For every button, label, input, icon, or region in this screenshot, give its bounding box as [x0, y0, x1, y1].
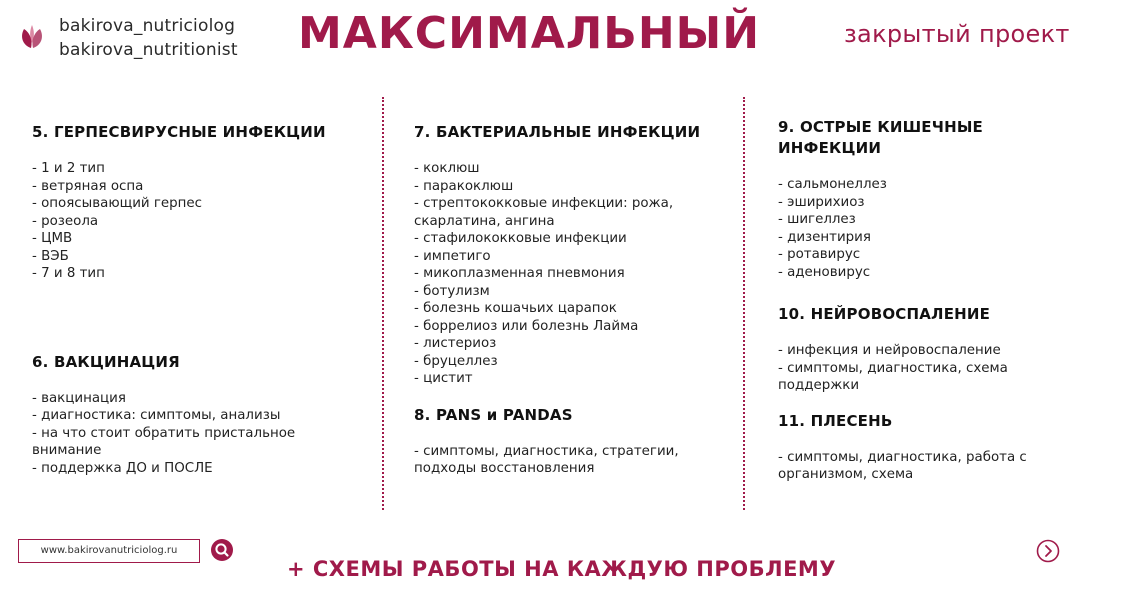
list-item: - симптомы, диагностика, стратегии, подходы восстановления — [414, 443, 679, 476]
list-item: - симптомы, диагностика, работа с организмом, схема — [778, 449, 1027, 482]
list-item: - ЦМВ — [32, 231, 73, 246]
section-heading: 5. ГЕРПЕСВИРУСНЫЕ ИНФЕКЦИИ — [32, 123, 326, 141]
section-items — [414, 443, 694, 478]
section-items — [778, 176, 1098, 281]
list-item: - цистит — [414, 371, 473, 386]
page-title: МАКСИМАЛЬНЫЙ — [298, 8, 761, 59]
list-item: - вакцинация — [32, 390, 126, 406]
list-item: - ветряная оспа — [32, 178, 144, 194]
list-item: - паракоклюш — [414, 178, 514, 194]
section-items — [32, 390, 322, 478]
list-item: - инфекция и нейровоспаление — [778, 343, 1001, 358]
section-mold — [778, 411, 1098, 484]
section-pans-pandas — [414, 405, 714, 478]
section-items — [32, 160, 352, 283]
section-heading: 6. ВАКЦИНАЦИЯ — [32, 352, 180, 371]
list-item: - сальмонеллез — [778, 177, 887, 192]
section-items — [414, 160, 694, 388]
list-item: - 1 и 2 тип — [32, 161, 105, 176]
list-item: - поддержка ДО и ПОСЛЕ — [32, 460, 213, 476]
list-item: - шигеллез — [778, 212, 856, 227]
website-link[interactable]: www.bakirovanutriciolog.ru — [18, 539, 200, 563]
list-item: - ботулизм — [414, 283, 490, 299]
list-item: - ВЭБ — [32, 248, 69, 264]
list-item: - эширихиоз — [778, 194, 865, 210]
list-item: - симптомы, диагностика, схема поддержки — [778, 360, 1008, 393]
handle-ru[interactable]: bakirova_nutriciolog — [59, 16, 236, 36]
section-heading: 10. НЕЙРОВОСПАЛЕНИЕ — [778, 305, 991, 323]
column-2 — [414, 122, 714, 478]
section-intestinal — [778, 117, 1098, 281]
list-item: - микоплазменная пневмония — [414, 266, 625, 281]
section-neuroinflammation — [778, 304, 1098, 395]
list-item: - бруцеллез — [414, 353, 498, 369]
leaf-logo-icon — [18, 23, 46, 51]
section-vaccination — [32, 352, 352, 478]
footer-banner: + СХЕМЫ РАБОТЫ НА КАЖДУЮ ПРОБЛЕМУ — [286, 557, 837, 581]
list-item: - болезнь кошачьих царапок — [414, 301, 617, 316]
list-item: - на что стоит обратить пристальное внимание — [32, 425, 296, 458]
column-1 — [32, 122, 352, 477]
list-item: - розеола — [32, 213, 99, 229]
section-bacterial — [414, 122, 714, 388]
section-heading: 8. PANS и PANDAS — [414, 405, 573, 424]
list-item: - диагностика: симптомы, анализы — [32, 408, 281, 423]
section-herpes — [32, 122, 352, 283]
list-item: - листериоз — [414, 336, 497, 351]
list-item: - аденовирус — [778, 264, 871, 280]
section-items — [778, 342, 1038, 395]
column-divider — [743, 97, 745, 510]
list-item: - ротавирус — [778, 247, 861, 262]
list-item: - 7 и 8 тип — [32, 266, 105, 281]
list-item: - боррелиоз или болезнь Лайма — [414, 318, 639, 334]
list-item: - стрептококковые инфекции: рожа, скарлатина, ангина — [414, 196, 674, 229]
brand-handles — [59, 14, 238, 62]
section-items — [778, 449, 1048, 484]
section-heading: 7. БАКТЕРИАЛЬНЫЕ ИНФЕКЦИИ — [414, 123, 701, 141]
list-item: - импетиго — [414, 248, 491, 264]
column-divider — [382, 97, 384, 510]
page-subtitle: закрытый проект — [844, 20, 1070, 48]
list-item: - стафилококковые инфекции — [414, 231, 627, 246]
column-3 — [778, 117, 1098, 484]
list-item: - дизентирия — [778, 229, 871, 245]
list-item: - коклюш — [414, 161, 480, 176]
section-heading: 11. ПЛЕСЕНЬ — [778, 411, 893, 430]
section-heading: 9. ОСТРЫЕ КИШЕЧНЫЕ ИНФЕКЦИИ — [778, 118, 984, 157]
list-item: - опоясывающий герпес — [32, 196, 202, 211]
handle-en[interactable]: bakirova_nutritionist — [59, 40, 238, 60]
